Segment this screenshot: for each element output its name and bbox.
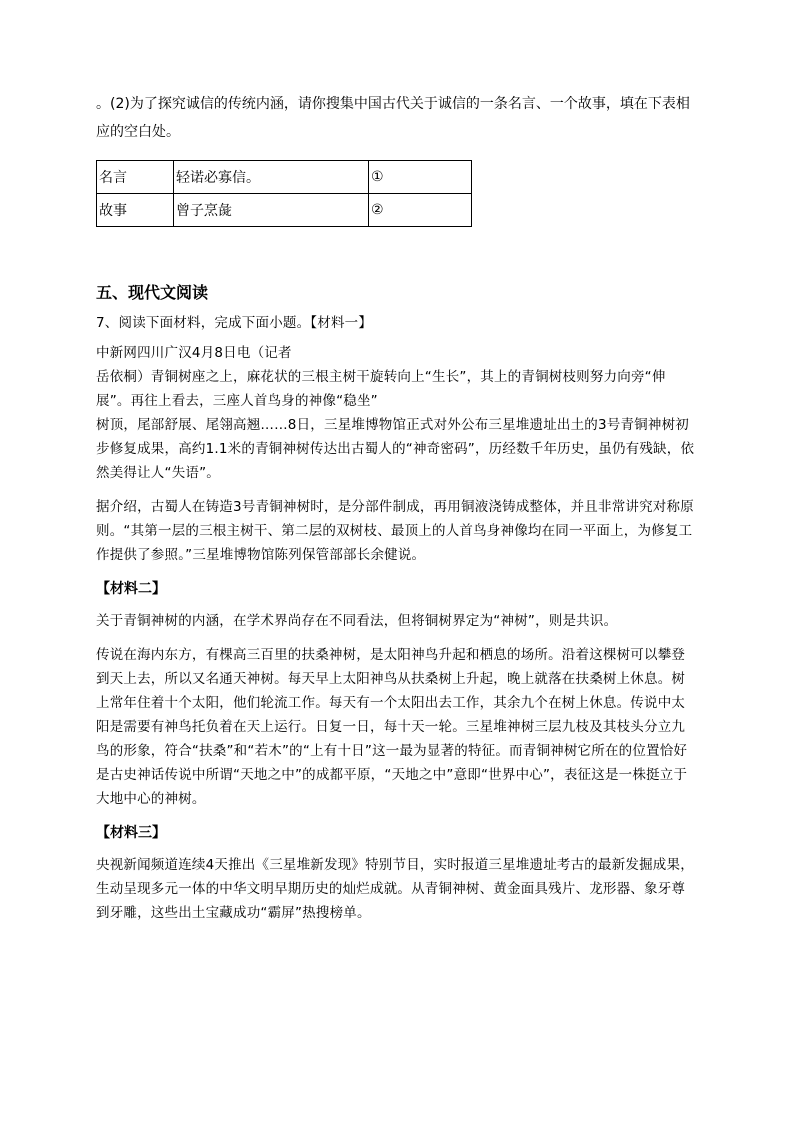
table-row bbox=[97, 161, 472, 194]
material1-line: 中新网四川广汉4月8日电（记者 bbox=[96, 345, 292, 361]
table-cell-label: 故事 bbox=[97, 194, 174, 227]
table-cell-blank: ① bbox=[369, 161, 472, 194]
material1-paragraph: 据介绍，古蜀人在铸造3号青铜神树时，是分部件制成，再用铜液浇铸成整体，并且非常讲究对称原则。“其第一层的三根主树干、第二层的双树枝、最顶上的人首鸟身神像均在同一平面上，为修复工作提供了参照。”三星堆博物馆陈列保管部部长余健说。 bbox=[96, 499, 694, 563]
table-cell-content: 曾子烹彘 bbox=[174, 194, 369, 227]
section-heading: 五、现代文阅读 bbox=[96, 283, 209, 302]
material1-line: 树顶，尾部舒展、尾翎高翘……8日，三星堆博物馆正式对外公布三星堆遗址出土的3号青铜神树初步修复成果，高约1.1米的青铜神树传达出古蜀人的“神奇密码”，历经数千年历史，虽仍有残缺，依然美得让人“失语”。 bbox=[96, 417, 695, 481]
proverb-story-table bbox=[96, 160, 472, 227]
table-row bbox=[97, 194, 472, 227]
material2-heading: 【材料二】 bbox=[96, 581, 166, 597]
question-part2-intro: 。(2)为了探究诚信的传统内涵，请你搜集中国古代关于诚信的一条名言、一个故事，填在下表相应的空白处。 bbox=[96, 96, 690, 140]
table-cell-blank: ② bbox=[369, 194, 472, 227]
material2-paragraph: 关于青铜神树的内涵，在学术界尚存在不同看法，但将铜树界定为“神树”，则是共识。 bbox=[96, 613, 618, 629]
question7-prompt: 7、阅读下面材料，完成下面小题。【材料一】 bbox=[96, 315, 373, 331]
table-cell-label: 名言 bbox=[97, 161, 174, 194]
material3-paragraph: 央视新闻频道连续4天推出《三星堆新发现》特别节目，实时报道三星堆遗址考古的最新发掘成果，生动呈现多元一体的中华文明早期历史的灿烂成就。从青铜神树、黄金面具残片、龙形器、象牙尊到牙雕，这些出土宝藏成功“霸屏”热搜榜单。 bbox=[96, 857, 694, 921]
table-cell-content: 轻诺必寡信。 bbox=[174, 161, 369, 194]
material2-paragraph: 传说在海内东方，有棵高三百里的扶桑神树，是太阳神鸟升起和栖息的场所。沿着这棵树可以攀登到天上去，所以又名通天神树。每天早上太阳神鸟从扶桑树上升起，晚上就落在扶桑树上休息。树上常年住着十个太阳，他们轮流工作。每天有一个太阳出去工作，其余九个在树上休息。传说中太阳是需要有神鸟托负着在天上运行。日复一日，每十天一轮。三星堆神树三层九枝及其枝头分立九鸟的形象，符合“扶桑”和“若木”的“上有十日”这一最为显著的特征。而青铜神树它所在的位置恰好是古史神话传说中所谓“天地之中”的成都平原，“天地之中”意即“世界中心”，表征这是一株挺立于大地中心的神树。 bbox=[96, 647, 688, 807]
material1-line: 岳依桐）青铜树座之上，麻花状的三根主树干旋转向上“生长”，其上的青铜树枝则努力向旁“伸展”。再往上看去，三座人首鸟身的神像“稳坐” bbox=[96, 369, 666, 409]
material3-heading: 【材料三】 bbox=[96, 825, 166, 841]
material1-block bbox=[96, 341, 696, 567]
document-page bbox=[96, 90, 696, 925]
